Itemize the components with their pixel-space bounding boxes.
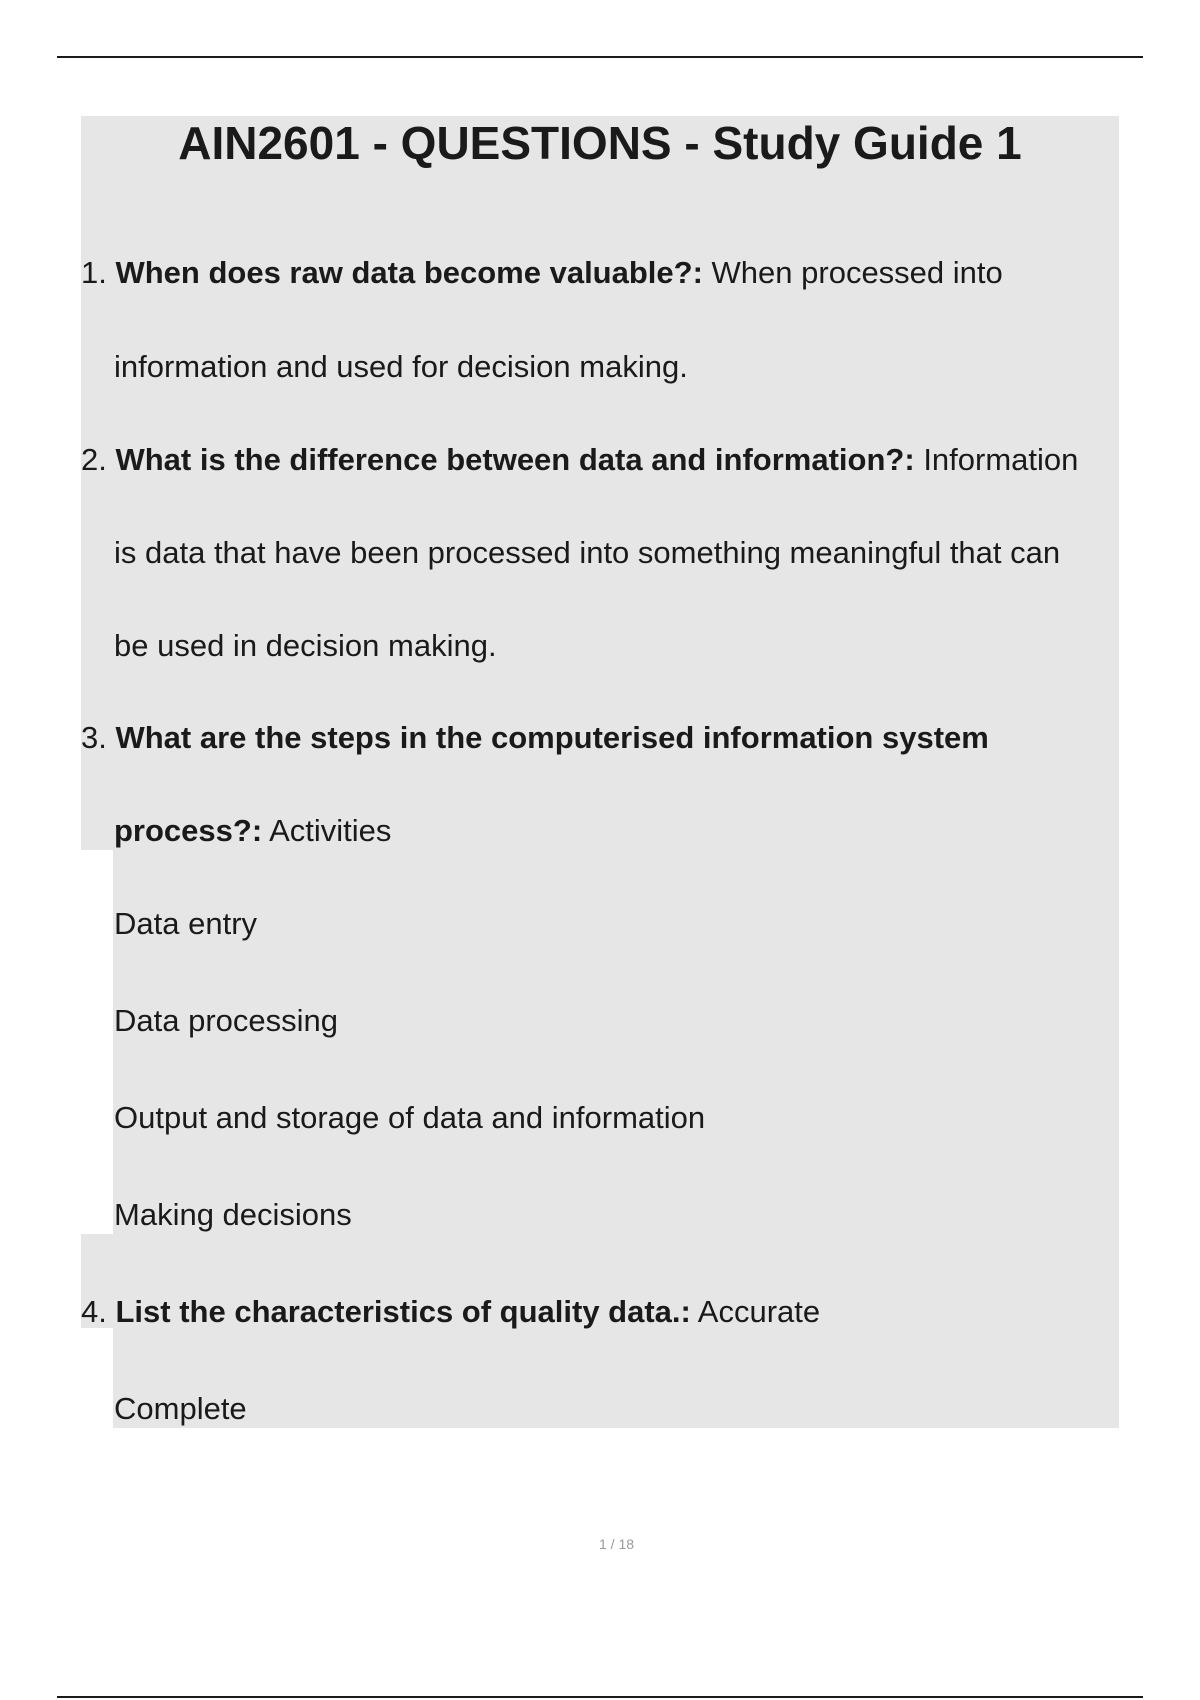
item-2-number: 2. (81, 442, 107, 477)
item-3-question-line-1: What are the steps in the computerised information system (115, 720, 989, 755)
item-1-answer-line-1: information and used for decision making. (114, 349, 688, 384)
item-1-question: When does raw data become valuable?: (115, 255, 703, 290)
item-2-line-1 (81, 440, 1078, 480)
document-title: AIN2601 - QUESTIONS - Study Guide 1 (178, 117, 1022, 169)
item-3-question-line-2: process?: (114, 813, 263, 848)
item-3-line-1 (81, 718, 989, 758)
item-4-answer-line-1: Complete (114, 1391, 247, 1426)
item-3-step-3: Output and storage of data and information (114, 1100, 706, 1135)
page-indicator: 1 / 18 (598, 1536, 635, 1552)
item-1-answer: When processed into (711, 255, 1003, 290)
item-4-line-1 (81, 1292, 820, 1332)
highlight-block-steps (113, 850, 1119, 1234)
item-2-question: What is the difference between data and information?: (115, 442, 915, 477)
item-4-question: List the characteristics of quality data.: (115, 1294, 691, 1329)
item-3-line-2 (114, 811, 391, 851)
item-3-step-2: Data processing (114, 1003, 339, 1038)
item-4-answer: Accurate (697, 1294, 821, 1329)
item-2-answer-line-1: is data that have been processed into something meaningful that can (114, 535, 1061, 570)
item-1-line-1 (81, 253, 1003, 293)
item-2-answer: Information (923, 442, 1079, 477)
item-3-answer: Activities (269, 813, 392, 848)
highlight-block-end (113, 1328, 1119, 1428)
item-2-answer-line-2: be used in decision making. (114, 628, 497, 663)
item-4-number: 4. (81, 1294, 107, 1329)
item-3-number: 3. (81, 720, 107, 755)
item-1-number: 1. (81, 255, 107, 290)
bottom-rule (57, 1696, 1143, 1698)
item-3-step-1: Data entry (114, 906, 258, 941)
item-3-step-4: Making decisions (114, 1197, 352, 1232)
top-rule (57, 56, 1143, 58)
